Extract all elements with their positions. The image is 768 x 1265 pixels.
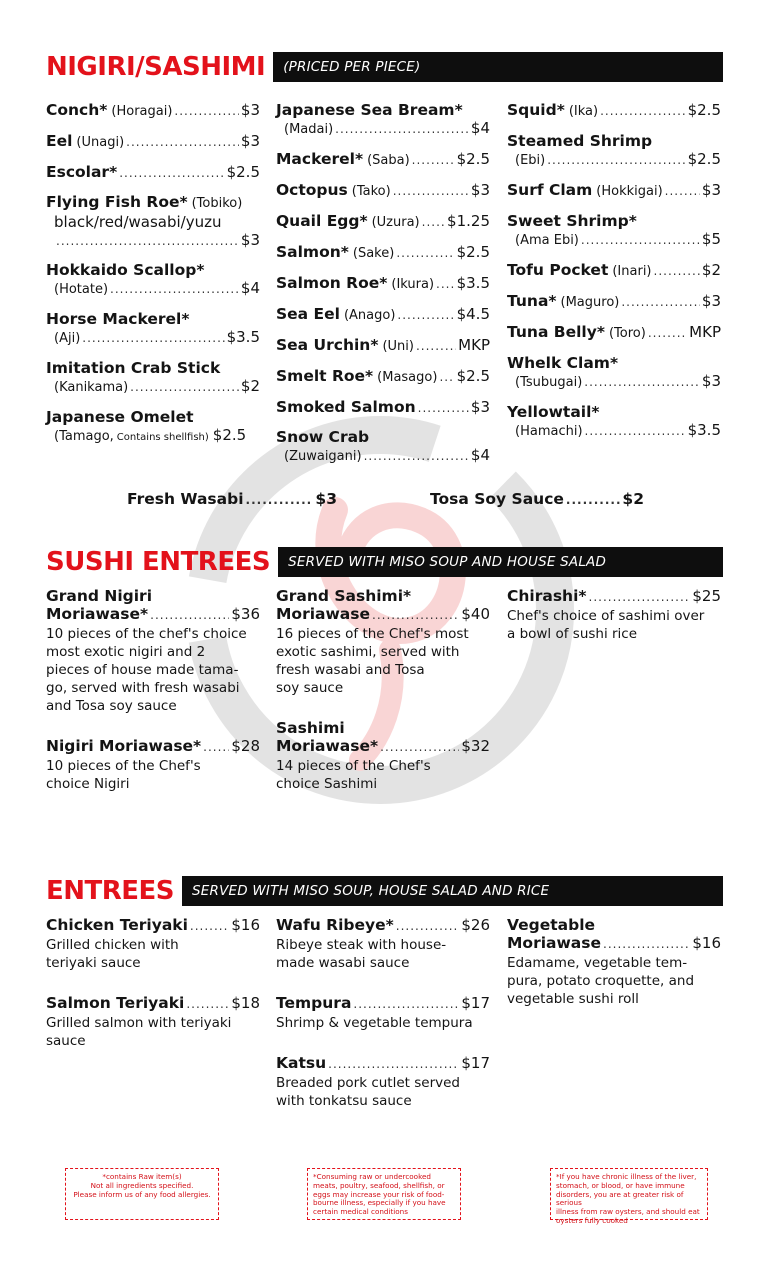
menu-item: Salmon Teriyaki ..... $18 Grilled salmon with teriyaki sauce [46, 994, 260, 1050]
nigiri-section-title: NIGIRI/SASHIMI [46, 52, 266, 82]
menu-item-description: Breaded pork cutlet served with tonkatsu sauce [276, 1075, 460, 1109]
oyster-warning: *If you have chronic illness of the liver, stomach, or blood, or have immune disorders, you are at greater risk of serious illness from raw oysters, and should eat oysters fully cooked [550, 1168, 708, 1220]
menu-item: Japanese Sea Bream* (Madai) ..... $4 [276, 101, 490, 139]
menu-item: Grand Nigiri Moriawase* ..... $36 10 pieces of the chef's choice most exotic nigiri and 2 pieces of house made tama- go, served with fresh wasabi and Tosa soy sauce [46, 587, 260, 715]
menu-item-description: Grilled chicken with teriyaki sauce [46, 937, 179, 971]
entrees-column-3 [507, 916, 721, 1016]
menu-item: Conch* (Horagai) ..... $3 [46, 101, 260, 121]
nigiri-column-2 [276, 101, 490, 474]
menu-item: Smoked Salmon ..... $3 [276, 398, 490, 417]
entrees-section-header [46, 876, 723, 906]
raw-food-warning: *Consuming raw or undercooked meats, poultry, seafood, shellfish, or eggs may increase your risk of food- bourne illness, especially if you have certain medical conditions [307, 1168, 461, 1220]
menu-item: Eel (Unagi) ..... $3 [46, 132, 260, 152]
menu-item: Surf Clam (Hokkigai) ..... $3 [507, 181, 721, 201]
menu-item: Hokkaido Scallop* (Hotate) ..... $4 [46, 261, 260, 299]
menu-item-description: Grilled salmon with teriyaki sauce [46, 1015, 232, 1049]
menu-item: Sea Urchin* (Uni) ..... MKP [276, 336, 490, 356]
menu-item: Octopus (Tako) ..... $3 [276, 181, 490, 201]
nigiri-column-1 [46, 101, 260, 455]
menu-item: Tuna Belly* (Toro) ..... MKP [507, 323, 721, 343]
sushi-entrees-section-title: SUSHI ENTREES [46, 547, 271, 577]
menu-item: Squid* (Ika) ..... $2.5 [507, 101, 721, 121]
menu-item: Sea Eel (Anago) ..... $4.5 [276, 305, 490, 325]
menu-item-description: 10 pieces of the chef's choice most exotic nigiri and 2 pieces of house made tama- go, served with fresh wasabi and Tosa soy sauce [46, 626, 247, 714]
menu-item: Japanese Omelet (Tamago, Contains shellfish) $2.5 [46, 408, 247, 444]
menu-item: Tofu Pocket (Inari) ..... $2 [507, 261, 721, 281]
entrees-section-title: ENTREES [46, 876, 175, 906]
menu-item: Sweet Shrimp* (Ama Ebi) ..... $5 [507, 212, 721, 250]
nigiri-section-header [46, 52, 723, 82]
menu-item: Grand Sashimi* Moriawase ..... $40 16 pieces of the Chef's most exotic sashimi, served with fresh wasabi and Tosa soy sauce [276, 587, 490, 697]
allergy-notice: *contains Raw item(s) Not all ingredients specified. Please inform us of any food allergies. [65, 1168, 219, 1220]
entrees-section-subtitle: SERVED WITH MISO SOUP, HOUSE SALAD AND RICE [182, 876, 723, 906]
menu-item: Imitation Crab Stick (Kanikama) ..... $2 [46, 359, 260, 397]
entrees-column-1 [46, 916, 260, 1058]
menu-item: Quail Egg* (Uzura) ..... $1.25 [276, 212, 490, 232]
menu-item-description: 10 pieces of the Chef's choice Nigiri [46, 758, 201, 792]
menu-item: Yellowtail* (Hamachi) ..... $3.5 [507, 403, 721, 441]
sushi-entrees-section-subtitle: SERVED WITH MISO SOUP AND HOUSE SALAD [278, 547, 723, 577]
menu-item-description: 16 pieces of the Chef's most exotic sashimi, served with fresh wasabi and Tosa soy sauce [276, 626, 469, 696]
extra-tosa-soy-sauce: Tosa Soy Sauce ..... $2 [430, 490, 644, 508]
menu-item: Salmon* (Sake) ..... $2.5 [276, 243, 490, 263]
sushi-column-3 [507, 587, 721, 651]
menu-item: Horse Mackerel* (Aji) ..... $3.5 [46, 310, 260, 348]
menu-item: Mackerel* (Saba) ..... $2.5 [276, 150, 490, 170]
menu-item: Katsu ..... $17 Breaded pork cutlet served with tonkatsu sauce [276, 1054, 490, 1110]
menu-item: Salmon Roe* (Ikura) ..... $3.5 [276, 274, 490, 294]
nigiri-section-subtitle: (PRICED PER PIECE) [273, 52, 723, 82]
menu-item: Wafu Ribeye* ..... $26 Ribeye steak with house- made wasabi sauce [276, 916, 490, 972]
menu-item: Tuna* (Maguro) ..... $3 [507, 292, 721, 312]
menu-item-description: 14 pieces of the Chef's choice Sashimi [276, 758, 431, 792]
menu-item: Chicken Teriyaki ..... $16 Grilled chicken with teriyaki sauce [46, 916, 260, 972]
menu-item: Vegetable Moriawase ..... $16 Edamame, vegetable tem- pura, potato croquette, and vegetable sushi roll [507, 916, 721, 1008]
menu-item-description: Chef's choice of sashimi over a bowl of sushi rice [507, 608, 705, 642]
menu-item: Tempura ..... $17 Shrimp & vegetable tempura [276, 994, 490, 1032]
sushi-column-1 [46, 587, 260, 801]
menu-item-description: Ribeye steak with house- made wasabi sauce [276, 937, 447, 971]
sushi-entrees-section-header [46, 547, 723, 577]
menu-item: Chirashi* ..... $25 Chef's choice of sashimi over a bowl of sushi rice [507, 587, 721, 643]
menu-item: Nigiri Moriawase* ..... $28 10 pieces of the Chef's choice Nigiri [46, 737, 260, 793]
sushi-column-2 [276, 587, 490, 801]
menu-item: Steamed Shrimp (Ebi) ..... $2.5 [507, 132, 721, 170]
menu-item-description: Shrimp & vegetable tempura [276, 1015, 473, 1031]
menu-item: Snow Crab (Zuwaigani) ..... $4 [276, 428, 490, 466]
entrees-column-2 [276, 916, 490, 1118]
menu-item: Smelt Roe* (Masago) ..... $2.5 [276, 367, 490, 387]
menu-item: Whelk Clam* (Tsubugai) ..... $3 [507, 354, 721, 392]
menu-item-description: Edamame, vegetable tem- pura, potato croquette, and vegetable sushi roll [507, 955, 695, 1007]
extra-fresh-wasabi: Fresh Wasabi ..... $3 [127, 490, 337, 508]
nigiri-column-3 [507, 101, 721, 449]
menu-item: Flying Fish Roe* (Tobiko) black/red/wasabi/yuzu ..... $3 [46, 193, 260, 250]
menu-item: Sashimi Moriawase* ..... $32 14 pieces of the Chef's choice Sashimi [276, 719, 490, 793]
menu-item: Escolar* ..... $2.5 [46, 163, 260, 182]
